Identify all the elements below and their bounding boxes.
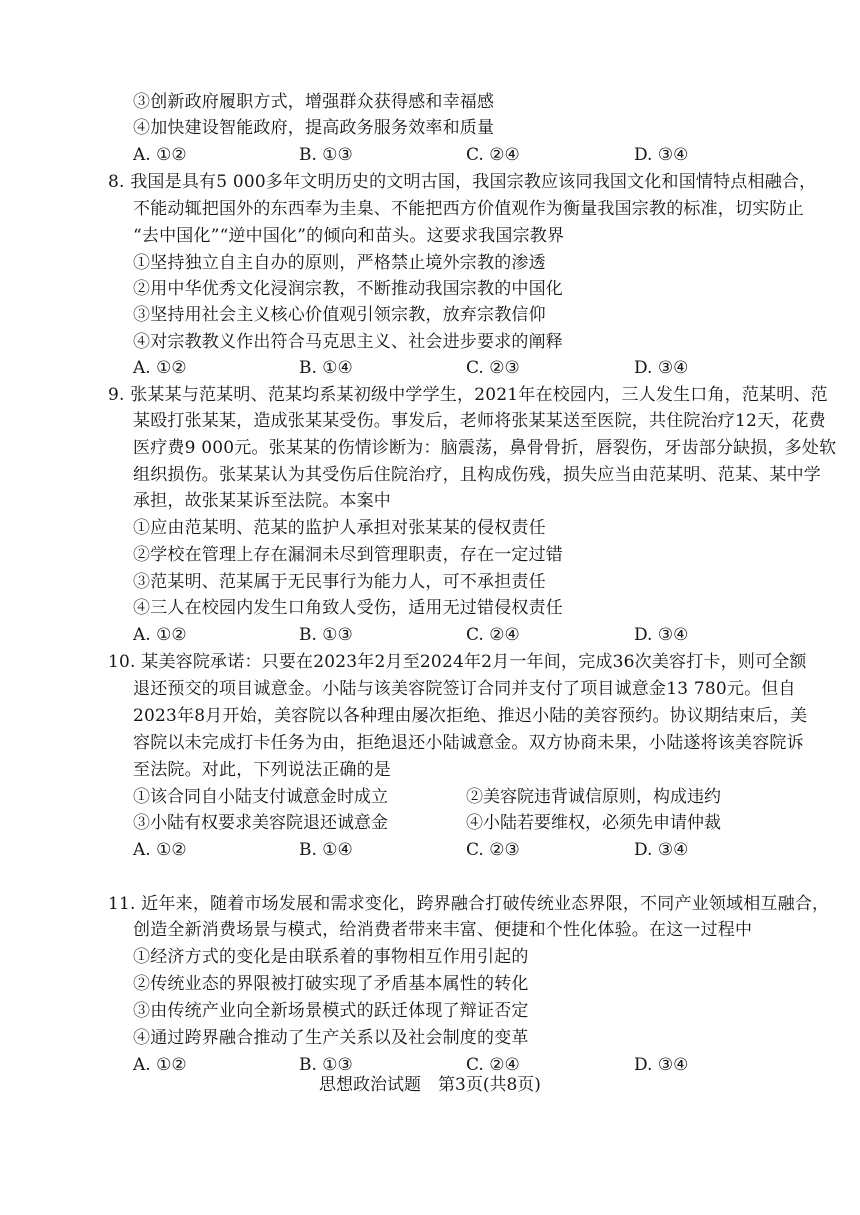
answer-option-c: C. ②③ bbox=[466, 358, 520, 378]
text-line: 9. 张某某与范某明、范某均系某初级中学学生，2021年在校园内，三人发生口角，范某明、范 bbox=[108, 385, 828, 405]
answer-option-b: B. ①③ bbox=[299, 1055, 353, 1075]
answer-option-d: D. ③④ bbox=[634, 625, 689, 645]
answer-option-d: D. ③④ bbox=[634, 1055, 689, 1075]
text-line: ④通过跨界融合推动了生产关系以及社会制度的变革 bbox=[133, 1028, 529, 1048]
text-line: 组织损伤。张某某认为其受伤后住院治疗，且构成伤残，损失应当由范某明、范某、某中学 bbox=[133, 465, 821, 485]
text-line: 10. 某美容院承诺：只要在2023年2月至2024年2月一年间，完成36次美容打卡，则可全额 bbox=[108, 652, 807, 672]
answer-option-c: C. ②④ bbox=[466, 145, 520, 165]
text-line: 8. 我国是具有5 000多年文明历史的文明古国，我国宗教应该同我国文化和国情特点相融合， bbox=[108, 172, 817, 192]
text-line: ③由传统产业向全新场景模式的跃迁体现了辩证否定 bbox=[133, 1001, 529, 1021]
text-line: ③坚持用社会主义核心价值观引领宗教，放弃宗教信仰 bbox=[133, 305, 546, 325]
text-line: ②用中华优秀文化浸润宗教，不断推动我国宗教的中国化 bbox=[133, 279, 563, 299]
statement-right: ④小陆若要维权，必须先申请仲裁 bbox=[466, 813, 721, 833]
text-line: ③范某明、范某属于无民事行为能力人，可不承担责任 bbox=[133, 572, 546, 592]
answer-option-b: B. ①③ bbox=[299, 625, 353, 645]
text-line: 医疗费9 000元。张某某的伤情诊断为：脑震荡，鼻骨骨折，唇裂伤，牙齿部分缺损，多处软 bbox=[133, 438, 837, 458]
answer-option-a: A. ①② bbox=[133, 1055, 187, 1075]
answer-option-a: A. ①② bbox=[133, 145, 187, 165]
text-line: ④对宗教教义作出符合马克思主义、社会进步要求的阐释 bbox=[133, 332, 563, 352]
text-line: 不能动辄把国外的东西奉为圭臬、不能把西方价值观作为衡量我国宗教的标准，切实防止 bbox=[133, 199, 804, 219]
answer-option-b: B. ①④ bbox=[299, 840, 353, 860]
text-line: ②学校在管理上存在漏洞未尽到管理职责，存在一定过错 bbox=[133, 545, 563, 565]
statement-left: ①该合同自小陆支付诚意金时成立 bbox=[133, 787, 388, 807]
answer-option-d: D. ③④ bbox=[634, 358, 689, 378]
text-line: 创造全新消费场景与模式，给消费者带来丰富、便捷和个性化体验。在这一过程中 bbox=[133, 920, 753, 940]
answer-option-a: A. ①② bbox=[133, 358, 187, 378]
answer-option-c: C. ②④ bbox=[466, 1055, 520, 1075]
answer-option-c: C. ②④ bbox=[466, 625, 520, 645]
text-line: ①经济方式的变化是由联系着的事物相互作用引起的 bbox=[133, 947, 529, 967]
text-line: ③创新政府履职方式，增强群众获得感和幸福感 bbox=[133, 92, 495, 112]
text-line: ①应由范某明、范某的监护人承担对张某某的侵权责任 bbox=[133, 518, 546, 538]
text-line: 至法院。对此，下列说法正确的是 bbox=[133, 760, 391, 780]
text-line: “去中国化”“逆中国化”的倾向和苗头。这要求我国宗教界 bbox=[133, 226, 565, 246]
answer-option-c: C. ②③ bbox=[466, 840, 520, 860]
text-line: 11. 近年来，随着市场发展和需求变化，跨界融合打破传统业态界限，不同产业领域相互融合， bbox=[108, 894, 830, 914]
text-line: 容院以未完成打卡任务为由，拒绝退还小陆诚意金。双方协商未果，小陆遂将该美容院诉 bbox=[133, 733, 804, 753]
answer-option-a: A. ①② bbox=[133, 840, 187, 860]
statement-right: ②美容院违背诚信原则，构成违约 bbox=[466, 787, 721, 807]
text-line: 承担，故张某某诉至法院。本案中 bbox=[133, 491, 391, 511]
statement-left: ③小陆有权要求美容院退还诚意金 bbox=[133, 813, 388, 833]
answer-option-b: B. ①③ bbox=[299, 145, 353, 165]
answer-option-d: D. ③④ bbox=[634, 145, 689, 165]
text-line: ④三人在校园内发生口角致人受伤，适用无过错侵权责任 bbox=[133, 598, 563, 618]
answer-option-d: D. ③④ bbox=[634, 840, 689, 860]
text-line: 2023年8月开始，美容院以各种理由屡次拒绝、推迟小陆的美容预约。协议期结束后，美 bbox=[133, 706, 808, 726]
answer-option-a: A. ①② bbox=[133, 625, 187, 645]
text-line: ②传统业态的界限被打破实现了矛盾基本属性的转化 bbox=[133, 974, 529, 994]
text-line: 某殴打张某某，造成张某某受伤。事发后，老师将张某某送至医院，共住院治疗12天，花费 bbox=[133, 411, 826, 431]
text-line: 退还预交的项目诚意金。小陆与该美容院签订合同并支付了项目诚意金13 780元。但自 bbox=[133, 679, 796, 699]
text-line: ④加快建设智能政府，提高政务服务效率和质量 bbox=[133, 118, 495, 138]
text-line: ①坚持独立自主自办的原则，严格禁止境外宗教的渗透 bbox=[133, 253, 546, 273]
answer-option-b: B. ①④ bbox=[299, 358, 353, 378]
page-footer: 思想政治试题 第3页(共8页) bbox=[319, 1075, 541, 1095]
